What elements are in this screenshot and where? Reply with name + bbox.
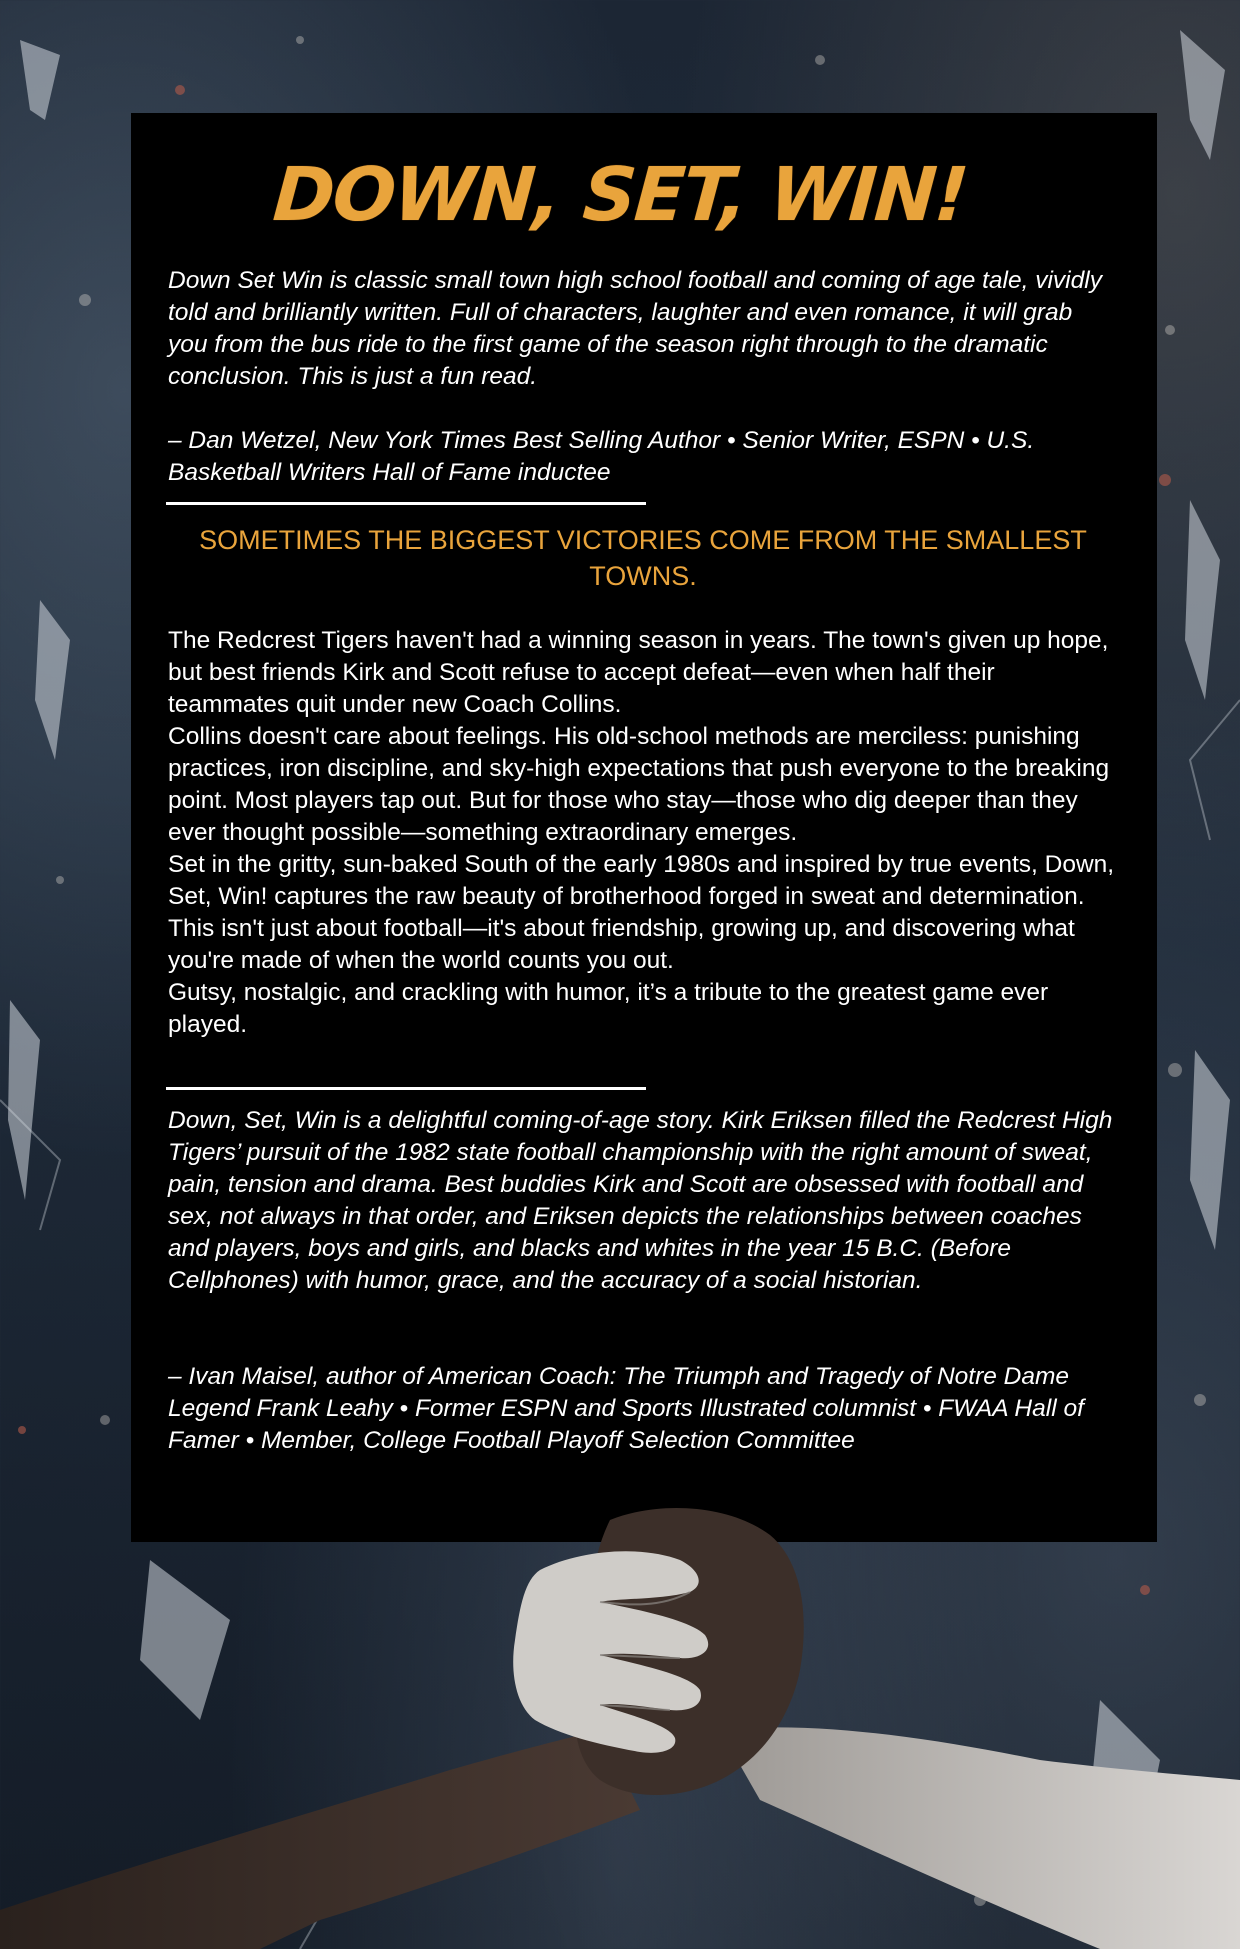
synopsis-paragraph: Gutsy, nostalgic, and crackling with humor, it’s a tribute to the greatest game ever played. xyxy=(168,979,1049,1038)
review-2-attribution: – Ivan Maisel, author of American Coach: The Triumph and Tragedy of Notre Dame Legend Frank Leahy • Former ESPN and Sports Illustrated columnist • FWAA Hall of Famer • Member, College Football Playoff Selection Committee xyxy=(168,1363,1084,1454)
review-1-attribution: – Dan Wetzel, New York Times Best Selling Author • Senior Writer, ESPN • U.S. Basketball Writers Hall of Fame inductee xyxy=(168,427,1035,486)
synopsis-paragraph: The Redcrest Tigers haven't had a winning season in years. The town's given up hope, but best friends Kirk and Scott refuse to accept defeat—even when half their teammates quit under new Coach Collins. xyxy=(168,627,1109,718)
review-2-quote: Down, Set, Win is a delightful coming-of-age story. Kirk Eriksen filled the Redcrest High Tigers’ pursuit of the 1982 state football championship with the right amount of sweat, pain, tension and drama. Best buddies Kirk and Scott are obsessed with football and sex, not always in that order, and Eriksen depicts the relationships between coaches and players, boys and girls, and blacks and whites in the year 15 B.C. (Before Cellphones) with humor, grace, and the accuracy of a social historian. xyxy=(168,1107,1113,1294)
book-title: DOWN, SET, WIN! xyxy=(270,152,970,238)
review-1-quote: Down Set Win is classic small town high school football and coming of age tale, vividly told and brilliantly written. Full of characters, laughter and even romance, it will grab you from the bus ride to the first game of the season right through to the dramatic conclusion. This is just a fun read. xyxy=(168,267,1102,390)
tagline-heading: SOMETIMES THE BIGGEST VICTORIES COME FROM THE SMALLEST TOWNS. xyxy=(199,525,1087,591)
divider-rule xyxy=(166,1087,646,1090)
synopsis-paragraph: Set in the gritty, sun-baked South of the early 1980s and inspired by true events, Down, Set, Win! captures the raw beauty of brotherhood forged in sweat and determination. This isn't just about football—it's about friendship, growing up, and discovering what you're made of when the world counts you out. xyxy=(168,851,1115,974)
synopsis xyxy=(168,625,1118,1041)
divider-rule xyxy=(166,502,646,505)
handshake-illustration xyxy=(0,1480,1240,1949)
synopsis-paragraph: Collins doesn't care about feelings. His old-school methods are merciless: punishing practices, iron discipline, and sky-high expectations that push everyone to the breaking point. Most players tap out. But for those who stay—those who dig deeper than they ever thought possible—something extraordinary emerges. xyxy=(168,723,1110,846)
